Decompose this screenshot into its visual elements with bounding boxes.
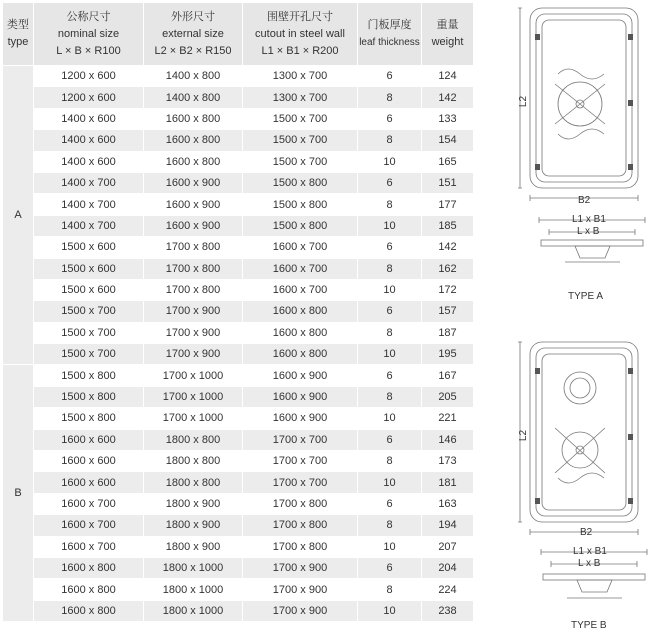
thickness-cell: 8	[358, 515, 422, 536]
thickness-cell: 6	[358, 237, 422, 258]
thickness-cell: 10	[358, 151, 422, 172]
header-cutout: 围壁开孔尺寸 cutout in steel wall L1 × B1 × R200	[243, 3, 358, 66]
thickness-cell: 10	[358, 408, 422, 429]
cutout-cell: 1700 x 700	[243, 451, 358, 472]
cutout-cell: 1700 x 900	[243, 557, 358, 578]
cutout-cell: 1700 x 800	[243, 515, 358, 536]
thickness-cell: 6	[358, 557, 422, 578]
type-a-section-inner-label: L x B	[577, 226, 600, 237]
cutout-cell: 1700 x 700	[243, 472, 358, 493]
thickness-cell: 10	[358, 536, 422, 557]
type-a-caption: TYPE A	[568, 291, 604, 302]
nominal-size-cell: 1500 x 800	[34, 408, 144, 429]
table-row	[3, 237, 474, 258]
cutout-cell: 1600 x 800	[243, 322, 358, 343]
weight-cell: 195	[422, 344, 474, 365]
thickness-cell: 6	[358, 429, 422, 450]
nominal-size-cell: 1500 x 600	[34, 279, 144, 300]
thickness-cell: 6	[358, 493, 422, 514]
thickness-cell: 8	[358, 87, 422, 108]
table-row	[3, 301, 474, 322]
thickness-cell: 10	[358, 600, 422, 621]
thickness-cell: 8	[358, 258, 422, 279]
thickness-cell: 6	[358, 301, 422, 322]
cutout-cell: 1500 x 800	[243, 215, 358, 236]
cutout-cell: 1700 x 800	[243, 536, 358, 557]
spec-table	[2, 2, 474, 622]
weight-cell: 146	[422, 429, 474, 450]
type-a-b2-label: B2	[578, 195, 591, 206]
weight-cell: 163	[422, 493, 474, 514]
thickness-cell: 10	[358, 472, 422, 493]
nominal-size-cell: 1600 x 700	[34, 493, 144, 514]
external-size-cell: 1700 x 1000	[144, 365, 243, 386]
weight-cell: 167	[422, 365, 474, 386]
table-row	[3, 515, 474, 536]
thickness-cell: 6	[358, 66, 422, 87]
type-cell: B	[3, 365, 34, 622]
thickness-cell: 10	[358, 215, 422, 236]
header-row	[3, 3, 474, 66]
table-row	[3, 557, 474, 578]
cutout-cell: 1500 x 700	[243, 108, 358, 129]
nominal-size-cell: 1400 x 700	[34, 172, 144, 193]
table-row	[3, 493, 474, 514]
table-row	[3, 536, 474, 557]
weight-cell: 173	[422, 451, 474, 472]
nominal-size-cell: 1400 x 600	[34, 151, 144, 172]
cutout-cell: 1300 x 700	[243, 66, 358, 87]
external-size-cell: 1600 x 800	[144, 108, 243, 129]
external-size-cell: 1600 x 900	[144, 194, 243, 215]
nominal-size-cell: 1500 x 800	[34, 386, 144, 407]
cutout-cell: 1600 x 900	[243, 386, 358, 407]
header-weight: 重量 weight	[422, 3, 474, 66]
cutout-cell: 1600 x 700	[243, 258, 358, 279]
cutout-cell: 1500 x 800	[243, 194, 358, 215]
weight-cell: 157	[422, 301, 474, 322]
external-size-cell: 1700 x 900	[144, 322, 243, 343]
weight-cell: 142	[422, 87, 474, 108]
external-size-cell: 1800 x 800	[144, 472, 243, 493]
external-size-cell: 1700 x 800	[144, 279, 243, 300]
thickness-cell: 8	[358, 386, 422, 407]
external-size-cell: 1800 x 800	[144, 429, 243, 450]
nominal-size-cell: 1600 x 700	[34, 515, 144, 536]
external-size-cell: 1800 x 900	[144, 493, 243, 514]
table-row	[3, 344, 474, 365]
weight-cell: 133	[422, 108, 474, 129]
cutout-cell: 1600 x 800	[243, 344, 358, 365]
nominal-size-cell: 1400 x 600	[34, 130, 144, 151]
table-row	[3, 130, 474, 151]
cutout-cell: 1500 x 800	[243, 172, 358, 193]
external-size-cell: 1800 x 1000	[144, 579, 243, 600]
weight-cell: 187	[422, 322, 474, 343]
external-size-cell: 1800 x 900	[144, 536, 243, 557]
thickness-cell: 6	[358, 172, 422, 193]
external-size-cell: 1700 x 800	[144, 258, 243, 279]
weight-cell: 185	[422, 215, 474, 236]
type-cell: A	[3, 66, 34, 365]
thickness-cell: 8	[358, 322, 422, 343]
type-b-caption: TYPE B	[571, 620, 607, 631]
type-b-door-drawing	[510, 338, 660, 538]
weight-cell: 181	[422, 472, 474, 493]
header-external-size: 外形尺寸 external size L2 × B2 × R150	[144, 3, 243, 66]
weight-cell: 124	[422, 66, 474, 87]
type-a-door-drawing	[510, 4, 660, 202]
external-size-cell: 1700 x 800	[144, 237, 243, 258]
type-b-section-outer-label: L1 x B1	[573, 546, 607, 557]
header-leaf-thickness: 门板厚度 leaf thickness	[358, 3, 422, 66]
weight-cell: 207	[422, 536, 474, 557]
type-b-section-inner-label: L x B	[578, 558, 601, 569]
cutout-cell: 1500 x 700	[243, 130, 358, 151]
cutout-cell: 1300 x 700	[243, 87, 358, 108]
nominal-size-cell: 1500 x 800	[34, 365, 144, 386]
weight-cell: 151	[422, 172, 474, 193]
weight-cell: 205	[422, 386, 474, 407]
nominal-size-cell: 1600 x 800	[34, 579, 144, 600]
external-size-cell: 1400 x 800	[144, 66, 243, 87]
external-size-cell: 1700 x 900	[144, 344, 243, 365]
type-b-b2-label: B2	[580, 527, 593, 538]
table-row	[3, 472, 474, 493]
nominal-size-cell: 1600 x 800	[34, 600, 144, 621]
cutout-cell: 1700 x 900	[243, 579, 358, 600]
cutout-cell: 1600 x 900	[243, 365, 358, 386]
thickness-cell: 8	[358, 579, 422, 600]
external-size-cell: 1600 x 900	[144, 215, 243, 236]
nominal-size-cell: 1600 x 600	[34, 451, 144, 472]
cutout-cell: 1600 x 700	[243, 279, 358, 300]
table-row	[3, 215, 474, 236]
nominal-size-cell: 1500 x 700	[34, 322, 144, 343]
nominal-size-cell: 1200 x 600	[34, 87, 144, 108]
nominal-size-cell: 1600 x 600	[34, 429, 144, 450]
external-size-cell: 1800 x 800	[144, 451, 243, 472]
table-row	[3, 579, 474, 600]
external-size-cell: 1800 x 1000	[144, 600, 243, 621]
table-row	[3, 151, 474, 172]
table-row	[3, 451, 474, 472]
type-b-l2-label: L2	[518, 429, 530, 442]
external-size-cell: 1600 x 800	[144, 130, 243, 151]
cutout-cell: 1600 x 800	[243, 301, 358, 322]
cutout-cell: 1500 x 700	[243, 151, 358, 172]
external-size-cell: 1600 x 900	[144, 172, 243, 193]
nominal-size-cell: 1500 x 600	[34, 237, 144, 258]
table-row	[3, 108, 474, 129]
weight-cell: 142	[422, 237, 474, 258]
external-size-cell: 1800 x 900	[144, 515, 243, 536]
thickness-cell: 8	[358, 194, 422, 215]
external-size-cell: 1700 x 900	[144, 301, 243, 322]
thickness-cell: 6	[358, 365, 422, 386]
external-size-cell: 1400 x 800	[144, 87, 243, 108]
weight-cell: 154	[422, 130, 474, 151]
nominal-size-cell: 1400 x 700	[34, 215, 144, 236]
nominal-size-cell: 1400 x 600	[34, 108, 144, 129]
weight-cell: 194	[422, 515, 474, 536]
weight-cell: 177	[422, 194, 474, 215]
external-size-cell: 1600 x 800	[144, 151, 243, 172]
header-nominal-size: 公称尺寸 nominal size L × B × R100	[34, 3, 144, 66]
nominal-size-cell: 1600 x 600	[34, 472, 144, 493]
table-row	[3, 66, 474, 87]
thickness-cell: 6	[358, 108, 422, 129]
cutout-cell: 1700 x 700	[243, 429, 358, 450]
weight-cell: 165	[422, 151, 474, 172]
external-size-cell: 1700 x 1000	[144, 386, 243, 407]
cutout-cell: 1700 x 800	[243, 493, 358, 514]
table-row	[3, 258, 474, 279]
table-row	[3, 365, 474, 386]
external-size-cell: 1700 x 1000	[144, 408, 243, 429]
nominal-size-cell: 1600 x 700	[34, 536, 144, 557]
weight-cell: 162	[422, 258, 474, 279]
table-row	[3, 408, 474, 429]
table-row	[3, 600, 474, 621]
cutout-cell: 1600 x 700	[243, 237, 358, 258]
cutout-cell: 1700 x 900	[243, 600, 358, 621]
type-a-section-outer-label: L1 x B1	[572, 214, 606, 225]
nominal-size-cell: 1500 x 700	[34, 301, 144, 322]
table-row	[3, 429, 474, 450]
table-row	[3, 172, 474, 193]
weight-cell: 221	[422, 408, 474, 429]
header-type: 类型 type	[3, 3, 34, 66]
nominal-size-cell: 1500 x 600	[34, 258, 144, 279]
thickness-cell: 10	[358, 344, 422, 365]
table-body	[3, 66, 474, 622]
table-row	[3, 194, 474, 215]
type-a-l2-label: L2	[518, 95, 530, 108]
table-row	[3, 322, 474, 343]
weight-cell: 238	[422, 600, 474, 621]
cutout-cell: 1600 x 900	[243, 408, 358, 429]
table-row	[3, 87, 474, 108]
nominal-size-cell: 1200 x 600	[34, 66, 144, 87]
table-row	[3, 279, 474, 300]
weight-cell: 172	[422, 279, 474, 300]
thickness-cell: 10	[358, 279, 422, 300]
nominal-size-cell: 1500 x 700	[34, 344, 144, 365]
weight-cell: 204	[422, 557, 474, 578]
table-row	[3, 386, 474, 407]
nominal-size-cell: 1400 x 700	[34, 194, 144, 215]
thickness-cell: 8	[358, 130, 422, 151]
nominal-size-cell: 1600 x 800	[34, 557, 144, 578]
weight-cell: 224	[422, 579, 474, 600]
thickness-cell: 8	[358, 451, 422, 472]
external-size-cell: 1800 x 1000	[144, 557, 243, 578]
